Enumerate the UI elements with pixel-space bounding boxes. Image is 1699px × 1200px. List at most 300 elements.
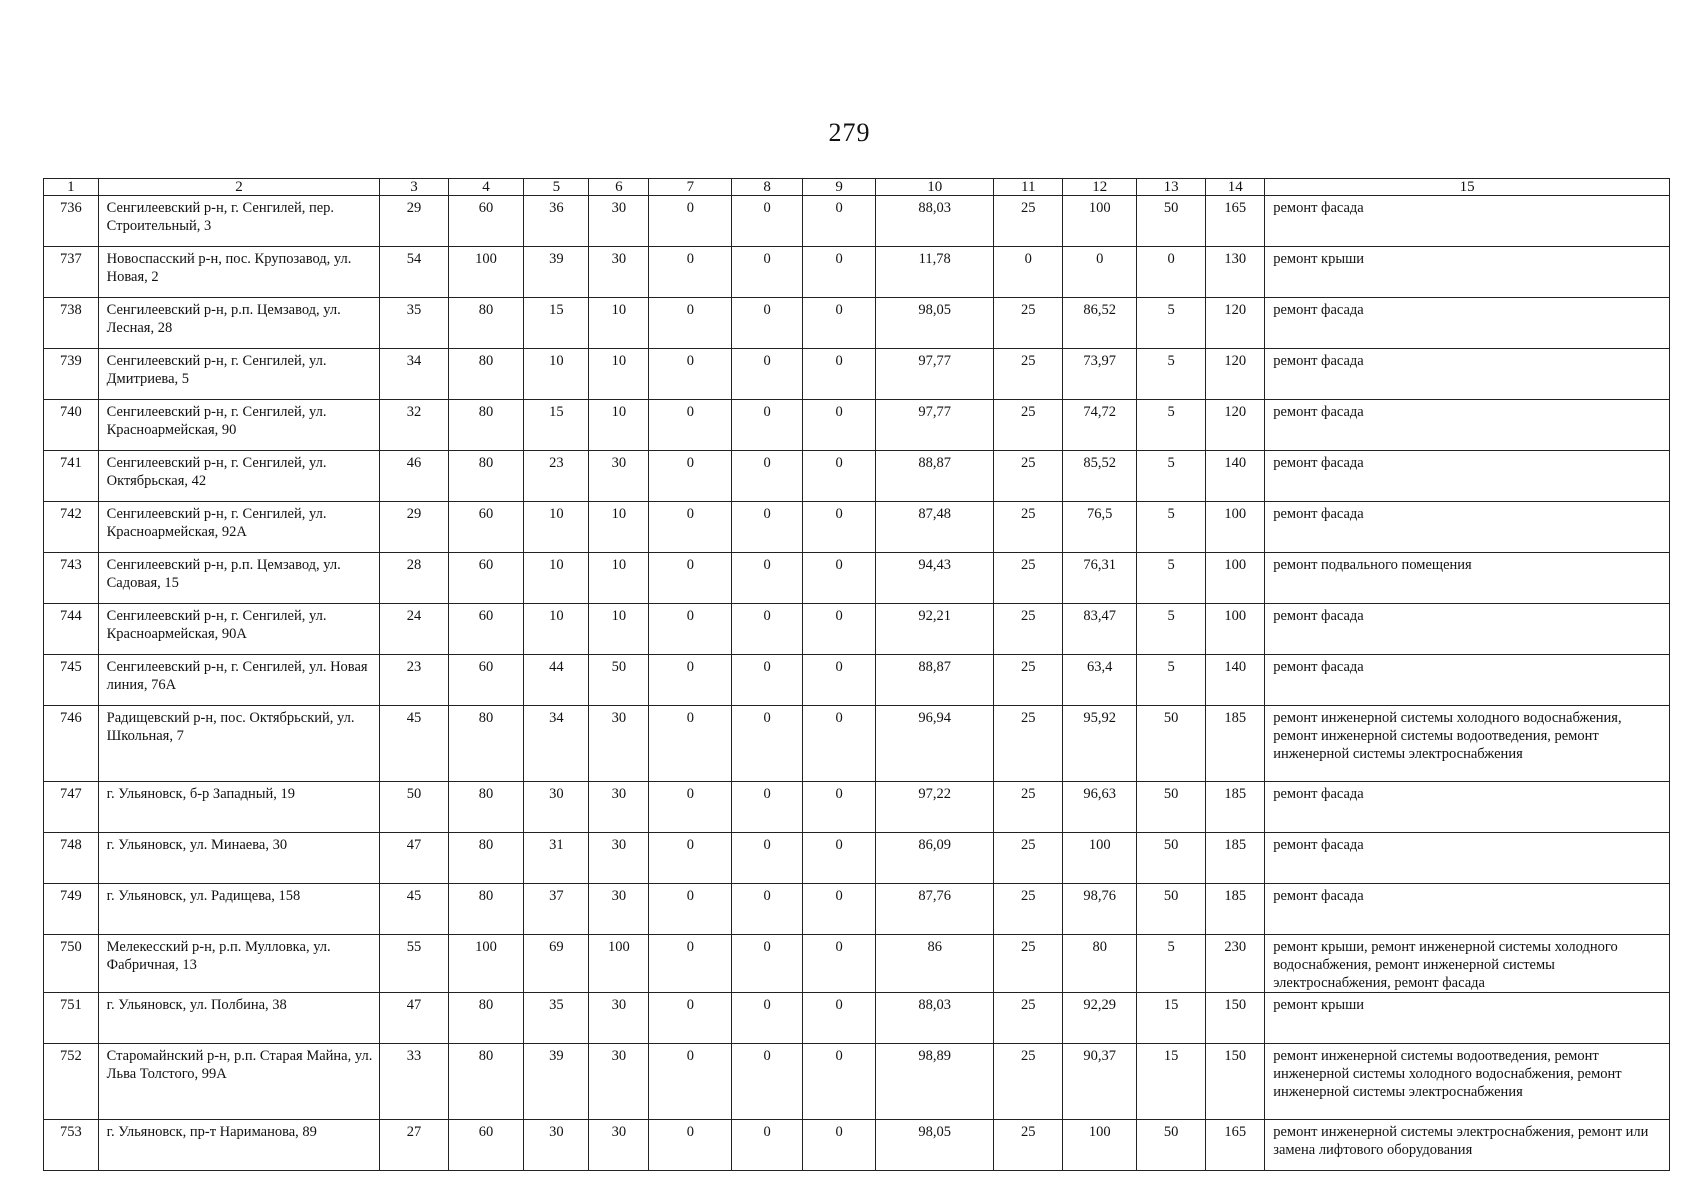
value-cell: 30 [589, 993, 649, 1044]
value-cell: 36 [524, 196, 589, 247]
value-cell: 10 [524, 502, 589, 553]
value-cell: 0 [732, 298, 802, 349]
table-row [44, 400, 1670, 451]
value-cell: 98,89 [876, 1044, 994, 1120]
value-cell: 30 [589, 1120, 649, 1171]
column-header: 9 [802, 179, 876, 196]
value-cell: 44 [524, 655, 589, 706]
value-cell: 25 [994, 935, 1063, 993]
table-row [44, 349, 1670, 400]
table-body [44, 196, 1670, 1171]
value-cell: 0 [802, 935, 876, 993]
value-cell: 0 [649, 833, 732, 884]
column-header: 1 [44, 179, 99, 196]
table-row [44, 502, 1670, 553]
value-cell: 76,5 [1063, 502, 1137, 553]
value-cell: 98,76 [1063, 884, 1137, 935]
register-table [43, 178, 1670, 1171]
value-cell: 32 [380, 400, 448, 451]
header-row [44, 179, 1670, 196]
value-cell: 0 [802, 196, 876, 247]
value-cell: 0 [649, 502, 732, 553]
column-header: 13 [1137, 179, 1206, 196]
value-cell: 10 [524, 553, 589, 604]
value-cell: 165 [1206, 1120, 1265, 1171]
column-header: 14 [1206, 179, 1265, 196]
address-cell: Сенгилеевский р-н, г. Сенгилей, ул. Октябрьская, 42 [98, 451, 380, 502]
value-cell: 37 [524, 884, 589, 935]
value-cell: 100 [1206, 553, 1265, 604]
value-cell: 0 [802, 1120, 876, 1171]
works-cell: ремонт подвального помещения [1265, 553, 1670, 604]
value-cell: 87,76 [876, 884, 994, 935]
value-cell: 130 [1206, 247, 1265, 298]
value-cell: 50 [1137, 706, 1206, 782]
table-row [44, 1120, 1670, 1171]
value-cell: 30 [589, 247, 649, 298]
value-cell: 100 [448, 247, 524, 298]
value-cell: 0 [994, 247, 1063, 298]
value-cell: 29 [380, 502, 448, 553]
value-cell: 80 [448, 706, 524, 782]
value-cell: 25 [994, 349, 1063, 400]
value-cell: 0 [802, 655, 876, 706]
value-cell: 25 [994, 553, 1063, 604]
address-cell: Мелекесский р-н, р.п. Мулловка, ул. Фабричная, 13 [98, 935, 380, 993]
value-cell: 45 [380, 706, 448, 782]
value-cell: 30 [589, 706, 649, 782]
row-number-cell: 752 [44, 1044, 99, 1120]
value-cell: 35 [380, 298, 448, 349]
value-cell: 23 [524, 451, 589, 502]
value-cell: 0 [649, 1044, 732, 1120]
address-cell: Сенгилеевский р-н, г. Сенгилей, ул. Красноармейская, 92А [98, 502, 380, 553]
value-cell: 0 [649, 935, 732, 993]
value-cell: 185 [1206, 706, 1265, 782]
value-cell: 25 [994, 655, 1063, 706]
value-cell: 0 [732, 451, 802, 502]
value-cell: 120 [1206, 298, 1265, 349]
value-cell: 80 [448, 782, 524, 833]
value-cell: 30 [524, 1120, 589, 1171]
table-row [44, 884, 1670, 935]
column-header: 2 [98, 179, 380, 196]
value-cell: 25 [994, 993, 1063, 1044]
works-cell: ремонт фасада [1265, 884, 1670, 935]
value-cell: 230 [1206, 935, 1265, 993]
address-cell: Сенгилеевский р-н, г. Сенгилей, ул. Красноармейская, 90 [98, 400, 380, 451]
value-cell: 92,21 [876, 604, 994, 655]
value-cell: 150 [1206, 993, 1265, 1044]
value-cell: 0 [649, 706, 732, 782]
row-number-cell: 737 [44, 247, 99, 298]
value-cell: 45 [380, 884, 448, 935]
value-cell: 50 [589, 655, 649, 706]
value-cell: 0 [649, 655, 732, 706]
column-header: 8 [732, 179, 802, 196]
table-row [44, 553, 1670, 604]
value-cell: 0 [649, 247, 732, 298]
value-cell: 80 [448, 349, 524, 400]
row-number-cell: 739 [44, 349, 99, 400]
value-cell: 0 [732, 604, 802, 655]
value-cell: 86,09 [876, 833, 994, 884]
value-cell: 97,77 [876, 400, 994, 451]
value-cell: 34 [524, 706, 589, 782]
works-cell: ремонт крыши [1265, 247, 1670, 298]
value-cell: 165 [1206, 196, 1265, 247]
value-cell: 185 [1206, 782, 1265, 833]
value-cell: 98,05 [876, 298, 994, 349]
works-cell: ремонт инженерной системы водоотведения, ремонт инженерной системы холодного водоснабжения, ремонт инженерной системы электроснабжения [1265, 1044, 1670, 1120]
value-cell: 60 [448, 502, 524, 553]
value-cell: 10 [524, 604, 589, 655]
value-cell: 25 [994, 1044, 1063, 1120]
value-cell: 5 [1137, 298, 1206, 349]
row-number-cell: 748 [44, 833, 99, 884]
value-cell: 98,05 [876, 1120, 994, 1171]
value-cell: 100 [1063, 1120, 1137, 1171]
value-cell: 5 [1137, 604, 1206, 655]
address-cell: Новоспасский р-н, пос. Крупозавод, ул. Новая, 2 [98, 247, 380, 298]
value-cell: 0 [1063, 247, 1137, 298]
value-cell: 30 [589, 782, 649, 833]
value-cell: 30 [589, 1044, 649, 1120]
value-cell: 100 [589, 935, 649, 993]
value-cell: 47 [380, 833, 448, 884]
value-cell: 0 [732, 655, 802, 706]
value-cell: 0 [802, 1044, 876, 1120]
value-cell: 0 [802, 833, 876, 884]
table-row [44, 1044, 1670, 1120]
value-cell: 25 [994, 298, 1063, 349]
value-cell: 5 [1137, 349, 1206, 400]
value-cell: 0 [802, 706, 876, 782]
address-cell: Сенгилеевский р-н, г. Сенгилей, ул. Дмитриева, 5 [98, 349, 380, 400]
value-cell: 80 [448, 993, 524, 1044]
value-cell: 0 [802, 993, 876, 1044]
value-cell: 10 [589, 298, 649, 349]
value-cell: 96,94 [876, 706, 994, 782]
value-cell: 10 [589, 604, 649, 655]
value-cell: 24 [380, 604, 448, 655]
value-cell: 0 [732, 247, 802, 298]
works-cell: ремонт фасада [1265, 655, 1670, 706]
works-cell: ремонт фасада [1265, 833, 1670, 884]
value-cell: 25 [994, 400, 1063, 451]
value-cell: 50 [1137, 782, 1206, 833]
value-cell: 0 [732, 1120, 802, 1171]
value-cell: 11,78 [876, 247, 994, 298]
column-header: 4 [448, 179, 524, 196]
value-cell: 85,52 [1063, 451, 1137, 502]
value-cell: 25 [994, 502, 1063, 553]
value-cell: 30 [589, 884, 649, 935]
value-cell: 95,92 [1063, 706, 1137, 782]
value-cell: 0 [802, 604, 876, 655]
value-cell: 0 [732, 935, 802, 993]
value-cell: 60 [448, 604, 524, 655]
value-cell: 0 [649, 553, 732, 604]
value-cell: 0 [732, 993, 802, 1044]
table-row [44, 604, 1670, 655]
column-header: 6 [589, 179, 649, 196]
value-cell: 96,63 [1063, 782, 1137, 833]
value-cell: 46 [380, 451, 448, 502]
value-cell: 5 [1137, 553, 1206, 604]
address-cell: Сенгилеевский р-н, г. Сенгилей, пер. Строительный, 3 [98, 196, 380, 247]
works-cell: ремонт фасада [1265, 298, 1670, 349]
table-row [44, 833, 1670, 884]
value-cell: 30 [524, 782, 589, 833]
value-cell: 50 [1137, 884, 1206, 935]
value-cell: 15 [1137, 1044, 1206, 1120]
value-cell: 140 [1206, 451, 1265, 502]
value-cell: 0 [732, 349, 802, 400]
value-cell: 10 [589, 502, 649, 553]
value-cell: 100 [448, 935, 524, 993]
address-cell: Сенгилеевский р-н, р.п. Цемзавод, ул. Садовая, 15 [98, 553, 380, 604]
value-cell: 33 [380, 1044, 448, 1120]
value-cell: 90,37 [1063, 1044, 1137, 1120]
address-cell: г. Ульяновск, ул. Радищева, 158 [98, 884, 380, 935]
row-number-cell: 738 [44, 298, 99, 349]
value-cell: 0 [732, 196, 802, 247]
value-cell: 25 [994, 604, 1063, 655]
value-cell: 31 [524, 833, 589, 884]
row-number-cell: 746 [44, 706, 99, 782]
value-cell: 92,29 [1063, 993, 1137, 1044]
table-row [44, 451, 1670, 502]
value-cell: 94,43 [876, 553, 994, 604]
row-number-cell: 742 [44, 502, 99, 553]
column-header: 12 [1063, 179, 1137, 196]
address-cell: Радищевский р-н, пос. Октябрьский, ул. Школьная, 7 [98, 706, 380, 782]
value-cell: 5 [1137, 400, 1206, 451]
value-cell: 29 [380, 196, 448, 247]
column-header: 7 [649, 179, 732, 196]
works-cell: ремонт фасада [1265, 196, 1670, 247]
value-cell: 76,31 [1063, 553, 1137, 604]
value-cell: 5 [1137, 502, 1206, 553]
value-cell: 100 [1063, 833, 1137, 884]
column-header: 3 [380, 179, 448, 196]
value-cell: 0 [649, 400, 732, 451]
page-number: 279 [828, 118, 871, 147]
value-cell: 97,77 [876, 349, 994, 400]
value-cell: 0 [802, 553, 876, 604]
value-cell: 140 [1206, 655, 1265, 706]
works-cell: ремонт инженерной системы электроснабжения, ремонт или замена лифтового оборудования [1265, 1120, 1670, 1171]
value-cell: 86 [876, 935, 994, 993]
value-cell: 10 [589, 349, 649, 400]
value-cell: 0 [802, 884, 876, 935]
value-cell: 39 [524, 247, 589, 298]
works-cell: ремонт фасада [1265, 502, 1670, 553]
value-cell: 30 [589, 833, 649, 884]
value-cell: 0 [649, 884, 732, 935]
address-cell: Старомайнский р-н, р.п. Старая Майна, ул. Льва Толстого, 99А [98, 1044, 380, 1120]
value-cell: 39 [524, 1044, 589, 1120]
value-cell: 0 [649, 993, 732, 1044]
value-cell: 15 [524, 400, 589, 451]
value-cell: 120 [1206, 400, 1265, 451]
address-cell: г. Ульяновск, ул. Минаева, 30 [98, 833, 380, 884]
value-cell: 80 [448, 1044, 524, 1120]
value-cell: 10 [589, 553, 649, 604]
row-number-cell: 747 [44, 782, 99, 833]
value-cell: 15 [1137, 993, 1206, 1044]
value-cell: 5 [1137, 655, 1206, 706]
row-number-cell: 749 [44, 884, 99, 935]
value-cell: 86,52 [1063, 298, 1137, 349]
value-cell: 54 [380, 247, 448, 298]
value-cell: 0 [802, 502, 876, 553]
works-cell: ремонт фасада [1265, 400, 1670, 451]
address-cell: Сенгилеевский р-н, г. Сенгилей, ул. Новая линия, 76А [98, 655, 380, 706]
row-number-cell: 745 [44, 655, 99, 706]
works-cell: ремонт крыши, ремонт инженерной системы холодного водоснабжения, ремонт инженерной системы электроснабжения, ремонт фасада [1265, 935, 1670, 993]
value-cell: 0 [802, 298, 876, 349]
value-cell: 80 [448, 451, 524, 502]
table-row [44, 782, 1670, 833]
value-cell: 34 [380, 349, 448, 400]
value-cell: 0 [649, 196, 732, 247]
value-cell: 5 [1137, 451, 1206, 502]
value-cell: 100 [1206, 502, 1265, 553]
table-row [44, 196, 1670, 247]
value-cell: 60 [448, 196, 524, 247]
column-header: 15 [1265, 179, 1670, 196]
value-cell: 97,22 [876, 782, 994, 833]
value-cell: 25 [994, 706, 1063, 782]
value-cell: 50 [1137, 196, 1206, 247]
value-cell: 73,97 [1063, 349, 1137, 400]
value-cell: 88,03 [876, 993, 994, 1044]
value-cell: 0 [649, 298, 732, 349]
value-cell: 47 [380, 993, 448, 1044]
column-header: 10 [876, 179, 994, 196]
address-cell: г. Ульяновск, б-р Западный, 19 [98, 782, 380, 833]
address-cell: Сенгилеевский р-н, г. Сенгилей, ул. Красноармейская, 90А [98, 604, 380, 655]
row-number-cell: 736 [44, 196, 99, 247]
value-cell: 80 [1063, 935, 1137, 993]
value-cell: 0 [802, 349, 876, 400]
works-cell: ремонт фасада [1265, 451, 1670, 502]
value-cell: 0 [732, 502, 802, 553]
value-cell: 60 [448, 655, 524, 706]
value-cell: 28 [380, 553, 448, 604]
value-cell: 80 [448, 400, 524, 451]
works-cell: ремонт фасада [1265, 782, 1670, 833]
value-cell: 25 [994, 1120, 1063, 1171]
value-cell: 0 [732, 1044, 802, 1120]
value-cell: 0 [732, 884, 802, 935]
row-number-cell: 743 [44, 553, 99, 604]
value-cell: 88,03 [876, 196, 994, 247]
value-cell: 35 [524, 993, 589, 1044]
value-cell: 185 [1206, 833, 1265, 884]
value-cell: 150 [1206, 1044, 1265, 1120]
value-cell: 0 [732, 706, 802, 782]
address-cell: Сенгилеевский р-н, р.п. Цемзавод, ул. Лесная, 28 [98, 298, 380, 349]
value-cell: 60 [448, 1120, 524, 1171]
value-cell: 50 [1137, 833, 1206, 884]
works-cell: ремонт инженерной системы холодного водоснабжения, ремонт инженерной системы водоотведения, ремонт инженерной системы электроснабжения [1265, 706, 1670, 782]
table-row [44, 247, 1670, 298]
value-cell: 120 [1206, 349, 1265, 400]
value-cell: 25 [994, 782, 1063, 833]
value-cell: 23 [380, 655, 448, 706]
value-cell: 0 [732, 833, 802, 884]
value-cell: 30 [589, 451, 649, 502]
table-row [44, 298, 1670, 349]
works-cell: ремонт крыши [1265, 993, 1670, 1044]
row-number-cell: 744 [44, 604, 99, 655]
value-cell: 0 [802, 400, 876, 451]
value-cell: 0 [649, 349, 732, 400]
value-cell: 88,87 [876, 451, 994, 502]
value-cell: 25 [994, 833, 1063, 884]
address-cell: г. Ульяновск, ул. Полбина, 38 [98, 993, 380, 1044]
value-cell: 0 [732, 782, 802, 833]
value-cell: 10 [524, 349, 589, 400]
value-cell: 5 [1137, 935, 1206, 993]
value-cell: 55 [380, 935, 448, 993]
table-row [44, 706, 1670, 782]
value-cell: 83,47 [1063, 604, 1137, 655]
value-cell: 100 [1206, 604, 1265, 655]
value-cell: 10 [589, 400, 649, 451]
value-cell: 0 [1137, 247, 1206, 298]
value-cell: 0 [802, 451, 876, 502]
value-cell: 87,48 [876, 502, 994, 553]
value-cell: 0 [802, 782, 876, 833]
value-cell: 50 [380, 782, 448, 833]
address-cell: г. Ульяновск, пр-т Нариманова, 89 [98, 1120, 380, 1171]
row-number-cell: 751 [44, 993, 99, 1044]
column-header: 5 [524, 179, 589, 196]
value-cell: 60 [448, 553, 524, 604]
value-cell: 0 [732, 553, 802, 604]
value-cell: 74,72 [1063, 400, 1137, 451]
row-number-cell: 753 [44, 1120, 99, 1171]
table-row [44, 935, 1670, 993]
value-cell: 0 [649, 782, 732, 833]
value-cell: 88,87 [876, 655, 994, 706]
value-cell: 80 [448, 833, 524, 884]
row-number-cell: 741 [44, 451, 99, 502]
value-cell: 0 [732, 400, 802, 451]
value-cell: 25 [994, 884, 1063, 935]
value-cell: 0 [649, 451, 732, 502]
value-cell: 0 [649, 604, 732, 655]
value-cell: 25 [994, 196, 1063, 247]
value-cell: 50 [1137, 1120, 1206, 1171]
value-cell: 27 [380, 1120, 448, 1171]
row-number-cell: 740 [44, 400, 99, 451]
value-cell: 69 [524, 935, 589, 993]
works-cell: ремонт фасада [1265, 349, 1670, 400]
value-cell: 100 [1063, 196, 1137, 247]
value-cell: 185 [1206, 884, 1265, 935]
table-row [44, 993, 1670, 1044]
value-cell: 0 [802, 247, 876, 298]
value-cell: 25 [994, 451, 1063, 502]
value-cell: 15 [524, 298, 589, 349]
value-cell: 80 [448, 884, 524, 935]
table-row [44, 655, 1670, 706]
